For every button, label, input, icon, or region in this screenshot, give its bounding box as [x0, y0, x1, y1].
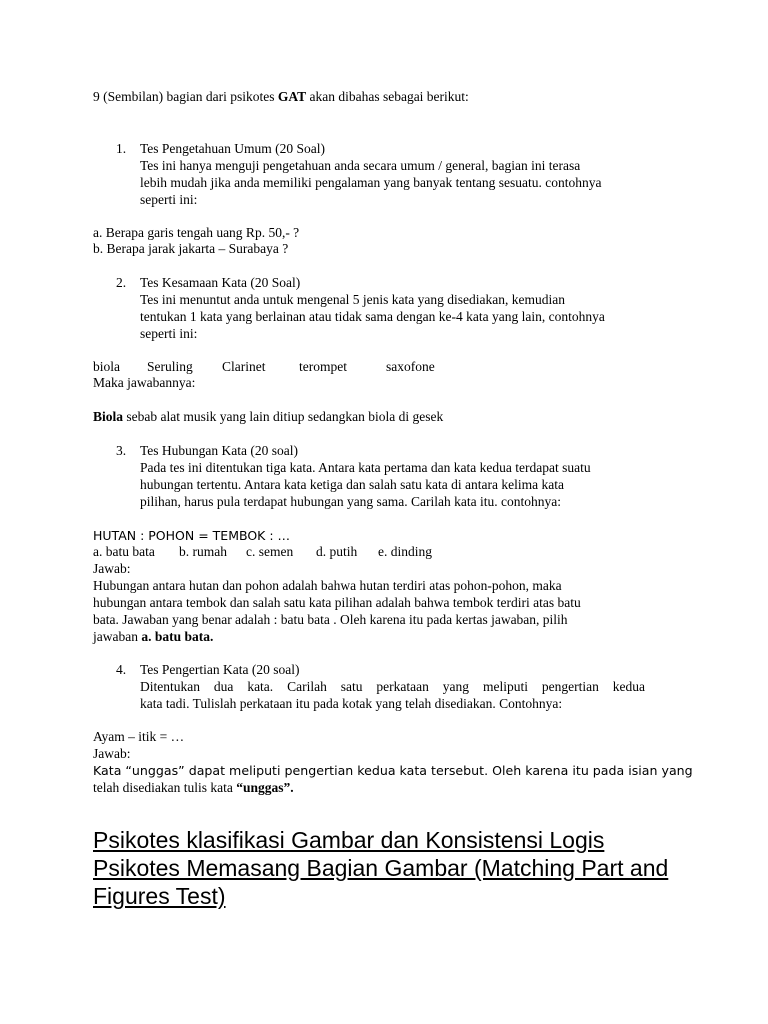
item3-jawab-label: Jawab:	[93, 561, 131, 576]
item4-title: Tes Pengertian Kata (20 soal)	[140, 662, 300, 677]
item4-answer-line-1: Kata “unggas” dapat meliputi pengertian kedua kata tersebut. Oleh karena itu pada isian yang	[93, 763, 693, 778]
item2-word-biola: biola	[93, 359, 120, 374]
item2-answer-bold: Biola	[93, 409, 124, 424]
item3-option-a: a. batu bata	[93, 544, 155, 559]
item3-option-e: e. dinding	[378, 544, 432, 559]
item3-explanation-4	[93, 628, 213, 645]
item3-line-1: Pada tes ini ditentukan tiga kata. Antara kata pertama dan kata kedua terdapat suatu	[140, 460, 591, 475]
intro-text-end: akan dibahas sebagai berikut:	[306, 89, 469, 104]
item1-title: Tes Pengetahuan Umum (20 Soal)	[140, 141, 326, 156]
item4-question: Ayam – itik = …	[93, 729, 185, 744]
item1-line-3: seperti ini:	[140, 192, 198, 207]
heading-memasang-bagian-gambar: Psikotes Memasang Bagian Gambar (Matching Part and Figures Test)	[93, 855, 669, 909]
item4-line-1: Ditentukan dua kata. Carilah satu perkataan yang meliputi pengertian kedua	[140, 679, 645, 694]
item4-number: 4.	[116, 662, 127, 677]
item2-word-seruling: Seruling	[147, 359, 193, 374]
item2-word-clarinet: Clarinet	[222, 359, 266, 374]
item3-question: HUTAN : POHON = TEMBOK : …	[93, 528, 291, 543]
item1-number: 1.	[116, 141, 127, 156]
item4-jawab-label: Jawab:	[93, 746, 131, 761]
item2-answer	[93, 408, 443, 425]
item3-explanation-4-text: jawaban	[93, 629, 142, 644]
item2-number: 2.	[116, 275, 127, 290]
item2-maka-jawabannya: Maka jawabannya:	[93, 375, 196, 390]
item1-line-2: lebih mudah jika anda memiliki pengalaman yang banyak tentang sesuatu. contohnya	[140, 175, 602, 190]
item4-answer-line-2-text: telah disediakan tulis kata	[93, 780, 237, 795]
item2-line-1: Tes ini menuntut anda untuk mengenal 5 jenis kata yang disediakan, kemudian	[140, 292, 565, 307]
item2-word-terompet: terompet	[299, 359, 347, 374]
item3-number: 3.	[116, 443, 127, 458]
intro-paragraph	[93, 88, 469, 105]
item2-title: Tes Kesamaan Kata (20 Soal)	[140, 275, 301, 290]
intro-bold-gat: GAT	[277, 89, 307, 104]
item1-line-1: Tes ini hanya menguji pengetahuan anda secara umum / general, bagian ini terasa	[140, 158, 581, 173]
item3-explanation-1: Hubungan antara hutan dan pohon adalah bahwa hutan terdiri atas pohon-pohon, maka	[93, 578, 562, 593]
item3-option-c: c. semen	[246, 544, 294, 559]
heading-klasifikasi-gambar: Psikotes klasifikasi Gambar dan Konsistensi Logis	[93, 827, 605, 853]
item1-example-a: a. Berapa garis tengah uang Rp. 50,- ?	[93, 225, 300, 240]
item3-option-b: b. rumah	[179, 544, 227, 559]
item3-option-d: d. putih	[316, 544, 358, 559]
item2-word-saxofone: saxofone	[386, 359, 435, 374]
item3-answer-bold: a. batu bata.	[141, 629, 214, 644]
item3-explanation-2: hubungan antara tembok dan salah satu kata pilihan adalah bahwa tembok terdiri atas batu	[93, 595, 581, 610]
item2-line-2: tentukan 1 kata yang berlainan atau tidak sama dengan ke-4 kata yang lain, contohnya	[140, 309, 605, 324]
item3-line-3: pilihan, harus pula terdapat hubungan yang sama. Carilah kata itu. contohnya:	[140, 494, 562, 509]
item1-example-b: b. Berapa jarak jakarta – Surabaya ?	[93, 241, 289, 256]
item2-line-3: seperti ini:	[140, 326, 198, 341]
intro-text-start: 9 (Sembilan) bagian dari psikotes	[93, 89, 278, 104]
item3-line-2: hubungan tertentu. Antara kata ketiga dan salah satu kata di antara kelima kata	[140, 477, 564, 492]
item4-answer-line-2	[93, 779, 294, 796]
item2-answer-rest: sebab alat musik yang lain ditiup sedangkan biola di gesek	[123, 409, 444, 424]
item4-answer-bold: “unggas”.	[236, 780, 294, 795]
item3-explanation-3: bata. Jawaban yang benar adalah : batu bata . Oleh karena itu pada kertas jawaban, pilih	[93, 612, 568, 627]
item4-line-2: kata tadi. Tulislah perkataan itu pada kotak yang telah disediakan. Contohnya:	[140, 696, 563, 711]
item3-title: Tes Hubungan Kata (20 soal)	[140, 443, 299, 458]
